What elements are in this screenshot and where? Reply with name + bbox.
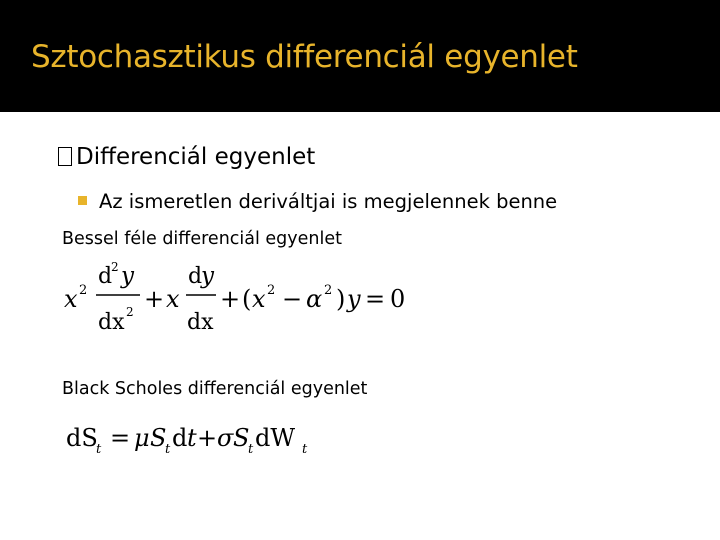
eq-mu: μ <box>134 424 150 452</box>
bullet-level1-text: Differenciál egyenlet <box>76 144 316 170</box>
eq-sub-t: t <box>165 442 171 457</box>
eq-close-paren: ) <box>336 285 346 313</box>
eq-exp-2: 2 <box>111 260 119 274</box>
square-bullet-icon <box>78 196 87 205</box>
bullet-box-icon <box>58 147 72 166</box>
eq-equals: = <box>110 424 131 452</box>
eq-plus: + <box>197 424 218 452</box>
eq-dW: dW <box>255 424 296 452</box>
eq-plus: + <box>220 285 241 313</box>
eq-d: d <box>98 264 113 289</box>
black-scholes-label: Black Scholes differenciál egyenlet <box>62 379 368 399</box>
bullet-level2-text: Az ismeretlen deriváltjai is megjelennek benne <box>99 190 558 213</box>
black-scholes-equation-svg <box>64 418 334 458</box>
eq-y: y <box>201 263 214 289</box>
eq-exp-2: 2 <box>79 283 88 298</box>
eq-plus: + <box>144 285 165 313</box>
eq-sub-t: t <box>248 442 254 457</box>
eq-x: x <box>252 285 266 313</box>
eq-sub-t: t <box>96 442 102 457</box>
eq-x: x <box>166 285 180 313</box>
eq-y: y <box>121 263 134 289</box>
eq-dS: dS <box>66 424 98 452</box>
eq-zero: 0 <box>390 285 406 313</box>
eq-dx: dx <box>187 310 214 335</box>
bessel-label: Bessel féle differenciál egyenlet <box>62 229 342 249</box>
eq-d: d <box>188 264 203 289</box>
eq-d: d <box>172 424 188 452</box>
eq-S: S <box>233 424 250 452</box>
slide-title: Sztochasztikus differenciál egyenlet <box>31 39 578 75</box>
eq-alpha: α <box>306 285 323 313</box>
eq-y: y <box>347 285 361 313</box>
eq-exp-2: 2 <box>267 283 276 298</box>
eq-open-paren: ( <box>242 285 252 313</box>
eq-sub-t: t <box>302 442 308 457</box>
eq-S: S <box>150 424 167 452</box>
bullet-level1 <box>58 144 315 170</box>
eq-exp-2: 2 <box>126 305 134 319</box>
black-scholes-equation <box>64 418 334 462</box>
bullet-level2 <box>78 190 557 213</box>
eq-sigma: σ <box>217 424 234 452</box>
eq-x: x <box>64 285 78 313</box>
bessel-equation-svg <box>60 258 420 338</box>
eq-t: t <box>187 424 197 452</box>
eq-minus: − <box>282 285 303 313</box>
eq-dx: dx <box>98 310 125 335</box>
title-bar <box>0 0 720 112</box>
eq-exp-2: 2 <box>324 283 333 298</box>
bessel-equation <box>60 258 420 342</box>
eq-equals: = <box>365 285 386 313</box>
